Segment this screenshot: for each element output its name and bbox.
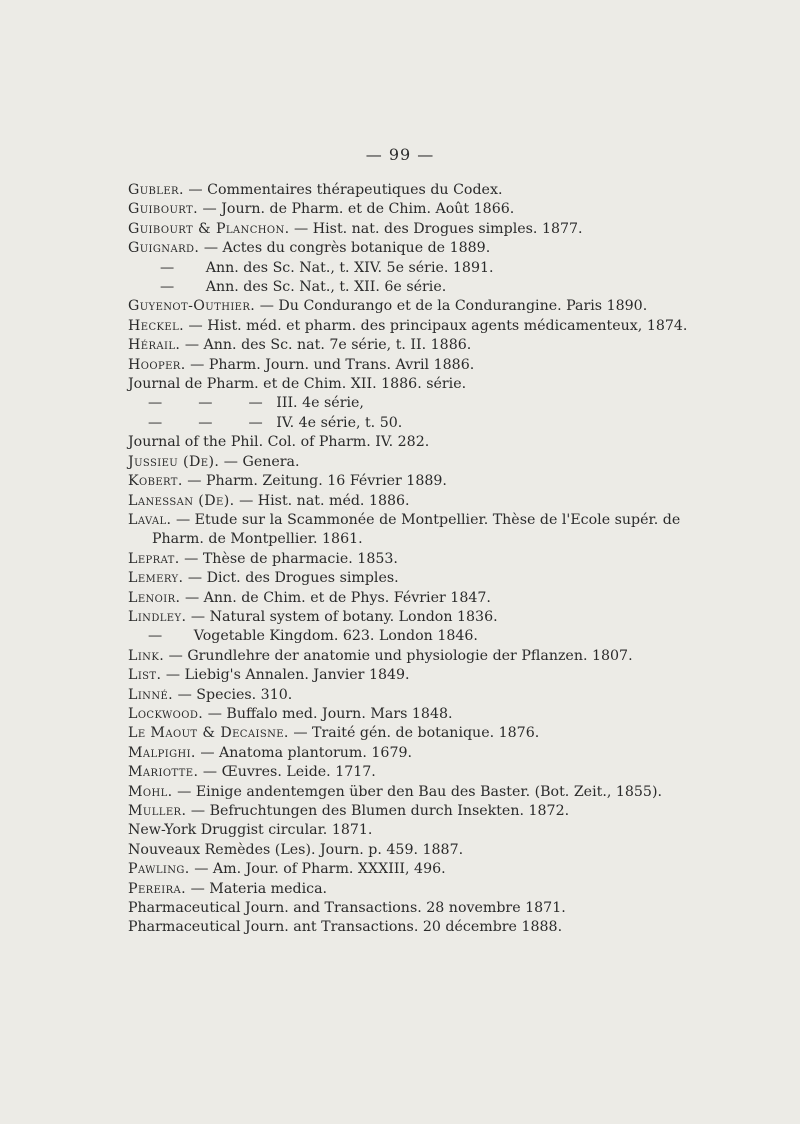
- entry-text: — Ann. des Sc. Nat., t. XIV. 5e série. 1891.: [160, 259, 494, 276]
- entry-text: — Ann. de Chim. et de Phys. Février 1847.: [180, 589, 491, 606]
- entry-text: New-York Druggist circular. 1871.: [128, 822, 373, 839]
- entry-author: Guibourt & Planchon.: [128, 220, 290, 237]
- entry-text: — Commentaires thérapeutiques du Codex.: [183, 182, 503, 198]
- bib-entry: [128, 918, 728, 937]
- bib-entry: [128, 666, 728, 685]
- bib-entry: [128, 841, 728, 860]
- bib-entry: [128, 414, 728, 433]
- bib-entry: [128, 744, 728, 763]
- entry-author: Heckel.: [128, 317, 185, 334]
- entry-author: Pawling.: [128, 861, 190, 878]
- entry-text: — — — IV. 4e série, t. 50.: [148, 414, 403, 431]
- bib-entry: [128, 394, 728, 413]
- bib-entry: [128, 880, 728, 899]
- entry-text: — Hist. nat. méd. 1886.: [234, 492, 410, 509]
- entry-text: — Einige andentemgen über den Bau des Baster. (Bot. Zeit., 1855).: [172, 783, 662, 800]
- entry-author: Guyenot-Outhier.: [128, 298, 256, 315]
- entry-author: Lockwood.: [128, 705, 204, 722]
- entry-author: Lenoir.: [128, 589, 181, 606]
- bib-entry: [128, 783, 728, 802]
- entry-text: — Œuvres. Leide. 1717.: [198, 764, 376, 781]
- entry-author: Linné.: [128, 686, 174, 703]
- entry-text: — Natural system of botany. London 1836.: [186, 608, 498, 625]
- bib-entry: [128, 278, 728, 297]
- entry-text: — Liebig's Annalen. Janvier 1849.: [161, 667, 410, 684]
- entry-text: Pharmaceutical Journ. and Transactions. 28 novembre 1871.: [128, 900, 566, 917]
- entry-author: Lindley.: [128, 608, 187, 625]
- entry-author: Mohl.: [128, 783, 173, 800]
- entry-author: Link.: [128, 647, 165, 664]
- bib-entry: [128, 492, 728, 511]
- entry-author: Jussieu (De).: [128, 453, 220, 470]
- entry-text: — Journ. de Pharm. et de Chim. Août 1866.: [198, 201, 515, 218]
- bib-entry: [128, 239, 728, 258]
- entry-author: Gubler.: [128, 182, 184, 198]
- bib-entry: [128, 259, 728, 278]
- bib-entry: [128, 802, 728, 821]
- entry-text: — Etude sur la Scammonée de Montpellier. Thèse de l'Ecole supér. de Pharm. de Montpellier. 1861.: [152, 511, 681, 548]
- entry-text: — Anatoma plantorum. 1679.: [195, 744, 413, 761]
- entry-text: — Actes du congrès botanique de 1889.: [199, 240, 491, 257]
- entry-text: — Dict. des Drogues simples.: [183, 570, 399, 587]
- bib-entry: [128, 647, 728, 666]
- entry-text: Pharmaceutical Journ. ant Transactions. 20 décembre 1888.: [128, 919, 563, 936]
- entry-text: — Pharm. Journ. und Trans. Avril 1886.: [185, 356, 475, 373]
- entry-text: — Materia medica.: [186, 880, 328, 897]
- entry-text: — — — III. 4e série,: [148, 395, 364, 412]
- bib-entry: [128, 763, 728, 782]
- entry-text: Journal de Pharm. et de Chim. XII. 1886. série.: [128, 376, 467, 393]
- entry-text: — Pharm. Zeitung. 16 Février 1889.: [182, 473, 447, 490]
- entry-text: — Du Condurango et de la Condurangine. Paris 1890.: [255, 298, 648, 315]
- bib-entry: [128, 220, 728, 239]
- entry-text: — Genera.: [219, 453, 300, 470]
- bib-entry: [128, 511, 728, 550]
- entry-text: — Ann. des Sc. nat. 7e série, t. II. 1886.: [180, 337, 472, 354]
- entry-author: Pereira.: [128, 880, 187, 897]
- entry-author: Laval.: [128, 511, 172, 528]
- bib-entry: [128, 433, 728, 452]
- entry-text: — Hist. méd. et pharm. des principaux agents médicamenteux, 1874.: [184, 317, 688, 334]
- bib-entry: [128, 821, 728, 840]
- entry-text: — Hist. nat. des Drogues simples. 1877.: [289, 220, 583, 237]
- entry-text: Nouveaux Remèdes (Les). Journ. p. 459. 1887.: [128, 841, 464, 858]
- bib-entry: [128, 550, 728, 569]
- bibliography-list: [128, 181, 728, 938]
- page-number: — 99 —: [365, 145, 435, 164]
- entry-author: Guibourt.: [128, 201, 199, 218]
- entry-author: Hérail.: [128, 337, 181, 354]
- entry-author: Muller.: [128, 803, 187, 819]
- entry-author: Kobert.: [128, 473, 183, 490]
- bib-entry: [128, 724, 728, 743]
- bib-entry: [128, 453, 728, 472]
- entry-author: Leprat.: [128, 550, 180, 567]
- entry-text: — Grundlehre der anatomie und physiologie der Pflanzen. 1807.: [164, 647, 633, 664]
- bib-entry: [128, 317, 728, 336]
- entry-author: Le Maout & Decaisne.: [128, 725, 289, 742]
- bib-entry: [128, 472, 728, 491]
- entry-author: Lemery.: [128, 570, 184, 587]
- bib-entry: [128, 356, 728, 375]
- bib-entry: [128, 686, 728, 705]
- entry-text: Journal of the Phil. Col. of Pharm. IV. 282.: [128, 434, 430, 451]
- entry-text: — Vogetable Kingdom. 623. London 1846.: [148, 628, 478, 645]
- bib-entry: [128, 608, 728, 627]
- entry-text: — Traité gén. de botanique. 1876.: [288, 725, 540, 742]
- bib-entry: [128, 860, 728, 879]
- bib-entry: [128, 589, 728, 608]
- entry-author: Guignard.: [128, 240, 200, 257]
- entry-text: — Befruchtungen des Blumen durch Insekten. 1872.: [186, 803, 570, 819]
- bib-entry: [128, 627, 728, 646]
- bib-entry: [128, 297, 728, 316]
- bib-entry: [128, 899, 728, 918]
- entry-text: — Ann. des Sc. Nat., t. XII. 6e série.: [160, 279, 447, 296]
- bib-entry: [128, 200, 728, 219]
- entry-text: — Species. 310.: [173, 686, 293, 703]
- entry-author: List.: [128, 667, 162, 684]
- entry-text: — Buffalo med. Journ. Mars 1848.: [203, 705, 453, 722]
- bib-entry: [128, 336, 728, 355]
- bib-entry: [128, 375, 728, 394]
- entry-author: Malpighi.: [128, 744, 196, 761]
- entry-author: Hooper.: [128, 356, 186, 373]
- bib-entry: [128, 705, 728, 724]
- entry-author: Mariotte.: [128, 764, 199, 781]
- bib-entry: [128, 569, 728, 588]
- entry-author: Lanessan (De).: [128, 492, 235, 509]
- entry-text: — Am. Jour. of Pharm. XXXIII, 496.: [189, 861, 446, 878]
- entry-text: — Thèse de pharmacie. 1853.: [179, 550, 398, 567]
- bib-entry: [128, 181, 728, 200]
